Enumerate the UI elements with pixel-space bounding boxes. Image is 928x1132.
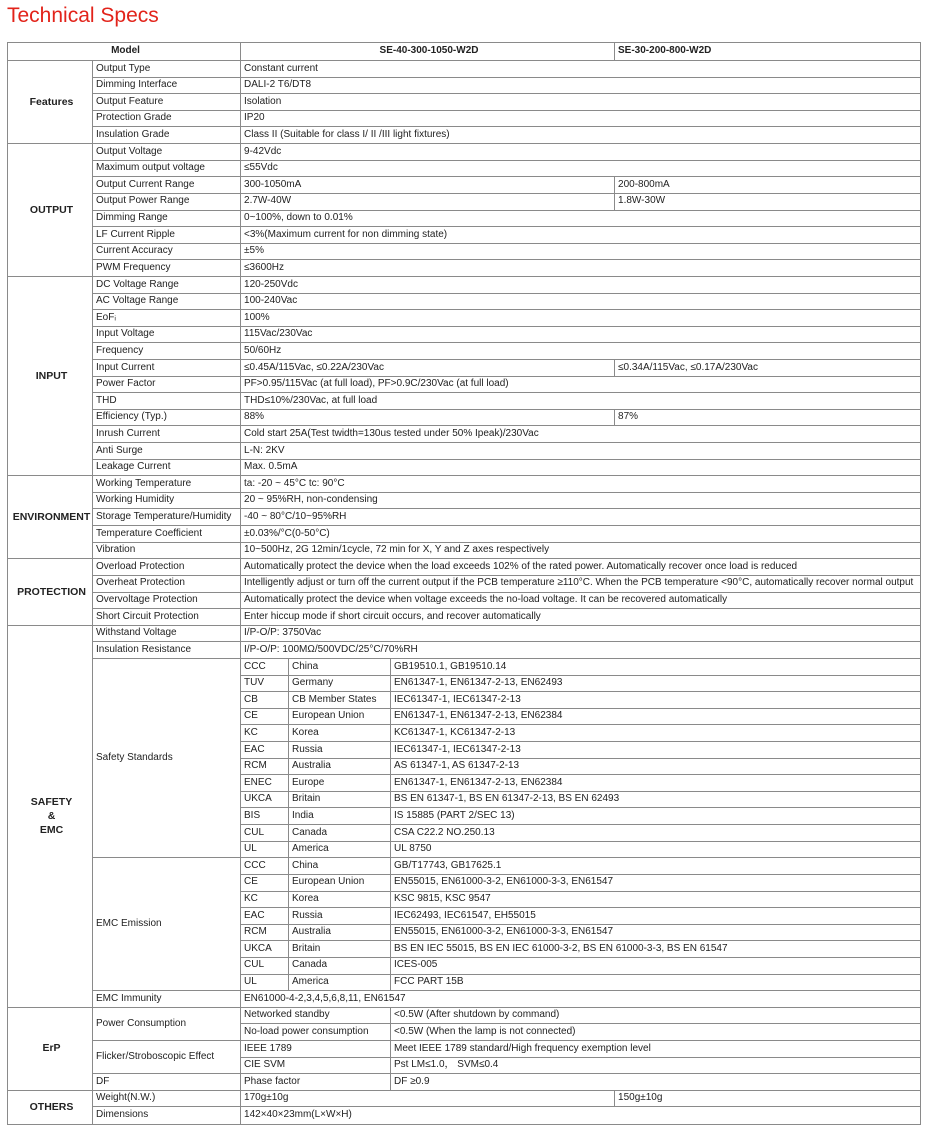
cert-mark: BIS (241, 808, 289, 825)
cert-mark: CE (241, 874, 289, 891)
cert-region: India (289, 808, 391, 825)
spec-value: I/P-O/P: 100MΩ/500VDC/25°C/70%RH (241, 642, 921, 659)
spec-value: 9-42Vdc (241, 144, 921, 161)
cert-mark: EAC (241, 908, 289, 925)
spec-label: Short Circuit Protection (93, 609, 241, 626)
safety-standards-label: Safety Standards (93, 658, 241, 857)
spec-value: 0~100%, down to 0.01% (241, 210, 921, 227)
erp-item: Phase factor (241, 1074, 391, 1091)
cert-region: Russia (289, 742, 391, 759)
cert-region: Russia (289, 908, 391, 925)
spec-label: Output Type (93, 61, 241, 78)
spec-value: <3%(Maximum current for non dimming state) (241, 227, 921, 244)
cert-standard: EN55015, EN61000-3-2, EN61000-3-3, EN61547 (391, 924, 921, 941)
spec-label: EoFᵢ (93, 310, 241, 327)
spec-value-model-b: ≤0.34A/115Vac, ≤0.17A/230Vac (615, 360, 921, 377)
section-label-line: SAFETY (30, 796, 73, 808)
cert-standard: EN61347-1, EN61347-2-13, EN62384 (391, 708, 921, 725)
cert-mark: TUV (241, 675, 289, 692)
spec-value: EN61000-4-2,3,4,5,6,8,11, EN61547 (241, 991, 921, 1008)
spec-label: Output Current Range (93, 177, 241, 194)
spec-value-model-a: 170g±10g (241, 1090, 615, 1107)
spec-label: EMC Immunity (93, 991, 241, 1008)
spec-label: Output Voltage (93, 144, 241, 161)
spec-value: -40 ~ 80°C/10~95%RH (241, 509, 921, 526)
erp-item: CIE SVM (241, 1057, 391, 1074)
spec-label: Anti Surge (93, 443, 241, 460)
cert-region: Britain (289, 791, 391, 808)
spec-value-model-a: 300-1050mA (241, 177, 615, 194)
features-section-label: Features (8, 61, 93, 144)
spec-label: Temperature Coefficient (93, 526, 241, 543)
spec-value: 20 ~ 95%RH, non-condensing (241, 492, 921, 509)
spec-value: Automatically protect the device when the load exceeds 102% of the rated power. Automatically recover once load is reduced (241, 559, 921, 576)
cert-standard: KC61347-1, KC61347-2-13 (391, 725, 921, 742)
cert-mark: UL (241, 974, 289, 991)
spec-value: Constant current (241, 61, 921, 78)
cert-region: Canada (289, 957, 391, 974)
cert-region: China (289, 658, 391, 675)
cert-mark: ENEC (241, 775, 289, 792)
spec-value: IP20 (241, 110, 921, 127)
cert-region: Canada (289, 825, 391, 842)
spec-value: 100% (241, 310, 921, 327)
flicker-label: Flicker/Stroboscopic Effect (93, 1040, 241, 1073)
spec-value: Intelligently adjust or turn off the current output if the PCB temperature ≥110°C. When the PCB temperature <90°C, automatically recover normal output (241, 575, 921, 592)
spec-value: 115Vac/230Vac (241, 326, 921, 343)
erp-item: Networked standby (241, 1007, 391, 1024)
spec-label: Leakage Current (93, 459, 241, 476)
cert-mark: CB (241, 692, 289, 709)
erp-value: Meet IEEE 1789 standard/High frequency exemption level (391, 1040, 921, 1057)
cert-region: Korea (289, 725, 391, 742)
cert-standard: CSA C22.2 NO.250.13 (391, 825, 921, 842)
cert-mark: CUL (241, 825, 289, 842)
spec-label: PWM Frequency (93, 260, 241, 277)
cert-standard: EN61347-1, EN61347-2-13, EN62493 (391, 675, 921, 692)
spec-label: Maximum output voltage (93, 160, 241, 177)
spec-label: Insulation Resistance (93, 642, 241, 659)
spec-value-model-a: 88% (241, 409, 615, 426)
input-section-label: INPUT (8, 276, 93, 475)
cert-mark: RCM (241, 924, 289, 941)
cert-standard: FCC PART 15B (391, 974, 921, 991)
cert-mark: RCM (241, 758, 289, 775)
model-a-header: SE-40-300-1050-W2D (241, 43, 615, 61)
erp-value: <0.5W (After shutdown by command) (391, 1007, 921, 1024)
cert-region: Korea (289, 891, 391, 908)
cert-region: Europe (289, 775, 391, 792)
cert-mark: KC (241, 891, 289, 908)
cert-mark: CE (241, 708, 289, 725)
cert-region: CB Member States (289, 692, 391, 709)
cert-standard: IEC62493, IEC61547, EH55015 (391, 908, 921, 925)
cert-mark: UKCA (241, 941, 289, 958)
spec-label: Current Accuracy (93, 243, 241, 260)
spec-label: Output Power Range (93, 193, 241, 210)
spec-value-model-b: 200-800mA (615, 177, 921, 194)
cert-standard: IEC61347-1, IEC61347-2-13 (391, 692, 921, 709)
cert-standard: BS EN IEC 55015, BS EN IEC 61000-3-2, BS EN 61000-3-3, BS EN 61547 (391, 941, 921, 958)
cert-region: Australia (289, 758, 391, 775)
spec-value-model-a: 2.7W-40W (241, 193, 615, 210)
cert-standard: GB/T17743, GB17625.1 (391, 858, 921, 875)
cert-standard: GB19510.1, GB19510.14 (391, 658, 921, 675)
spec-label: Protection Grade (93, 110, 241, 127)
spec-value-model-b: 87% (615, 409, 921, 426)
spec-value: DALI-2 T6/DT8 (241, 77, 921, 94)
spec-value: 100-240Vac (241, 293, 921, 310)
spec-label: Efficiency (Typ.) (93, 409, 241, 426)
cert-mark: UKCA (241, 791, 289, 808)
spec-value: Isolation (241, 94, 921, 111)
cert-mark: CUL (241, 957, 289, 974)
erp-item: IEEE 1789 (241, 1040, 391, 1057)
cert-mark: KC (241, 725, 289, 742)
spec-value: 50/60Hz (241, 343, 921, 360)
model-b-header: SE-30-200-800-W2D (615, 43, 921, 61)
cert-region: America (289, 841, 391, 858)
output-section-label: OUTPUT (8, 144, 93, 277)
cert-standard: EN55015, EN61000-3-2, EN61000-3-3, EN61547 (391, 874, 921, 891)
erp-section-label: ErP (8, 1007, 93, 1090)
spec-value-model-a: ≤0.45A/115Vac, ≤0.22A/230Vac (241, 360, 615, 377)
cert-mark: UL (241, 841, 289, 858)
spec-value: ±5% (241, 243, 921, 260)
page-title: Technical Specs (7, 4, 159, 27)
spec-label: Input Voltage (93, 326, 241, 343)
emc-emission-label: EMC Emission (93, 858, 241, 991)
erp-item: No-load power consumption (241, 1024, 391, 1041)
others-section-label: OTHERS (8, 1090, 93, 1124)
spec-value-model-b: 150g±10g (615, 1090, 921, 1107)
spec-value: ±0.03%/°C(0-50°C) (241, 526, 921, 543)
cert-standard: UL 8750 (391, 841, 921, 858)
spec-value: L-N: 2KV (241, 443, 921, 460)
spec-value: Automatically protect the device when voltage exceeds the no-load voltage. It can be recovered automatically (241, 592, 921, 609)
spec-value: Enter hiccup mode if short circuit occurs, and recover automatically (241, 609, 921, 626)
cert-standard: AS 61347-1, AS 61347-2-13 (391, 758, 921, 775)
spec-label: Overload Protection (93, 559, 241, 576)
protection-section-label: PROTECTION (8, 559, 93, 625)
spec-label: THD (93, 393, 241, 410)
spec-label: Output Feature (93, 94, 241, 111)
spec-label: Frequency (93, 343, 241, 360)
spec-label: Dimming Interface (93, 77, 241, 94)
spec-label: Overvoltage Protection (93, 592, 241, 609)
spec-label: DC Voltage Range (93, 276, 241, 293)
spec-label: Dimensions (93, 1107, 241, 1125)
cert-region: European Union (289, 708, 391, 725)
erp-value: DF ≥0.9 (391, 1074, 921, 1091)
spec-label: Input Current (93, 360, 241, 377)
cert-mark: CCC (241, 858, 289, 875)
spec-value: THD≤10%/230Vac, at full load (241, 393, 921, 410)
spec-label: Working Temperature (93, 476, 241, 493)
section-label-line: & (47, 810, 56, 823)
cert-region: China (289, 858, 391, 875)
cert-standard: BS EN 61347-1, BS EN 61347-2-13, BS EN 62493 (391, 791, 921, 808)
spec-value: Max. 0.5mA (241, 459, 921, 476)
model-header: Model (8, 43, 241, 61)
spec-value: Cold start 25A(Test twidth=130us tested under 50% Ipeak)/230Vac (241, 426, 921, 443)
spec-table (7, 42, 921, 1125)
environment-section-label: ENVIRONMENT (8, 476, 93, 559)
spec-value: 10~500Hz, 2G 12min/1cycle, 72 min for X, Y and Z axes respectively (241, 542, 921, 559)
spec-label: Weight(N.W.) (93, 1090, 241, 1107)
spec-label: Power Factor (93, 376, 241, 393)
cert-standard: IEC61347-1, IEC61347-2-13 (391, 742, 921, 759)
erp-value: Pst LM≤1.0， SVM≤0.4 (391, 1057, 921, 1074)
spec-label: AC Voltage Range (93, 293, 241, 310)
cert-region: Britain (289, 941, 391, 958)
spec-label: DF (93, 1074, 241, 1091)
spec-value: 142×40×23mm(L×W×H) (241, 1107, 921, 1125)
safety-emc-section-label (8, 625, 93, 1007)
section-label-line: EMC (39, 824, 64, 837)
spec-label: Withstand Voltage (93, 625, 241, 642)
spec-value: ≤3600Hz (241, 260, 921, 277)
spec-value: Class II (Suitable for class I/ II /III light fixtures) (241, 127, 921, 144)
cert-standard: EN61347-1, EN61347-2-13, EN62384 (391, 775, 921, 792)
spec-label: Insulation Grade (93, 127, 241, 144)
spec-value: 120-250Vdc (241, 276, 921, 293)
spec-label: Working Humidity (93, 492, 241, 509)
spec-value: ta: -20 ~ 45°C tc: 90°C (241, 476, 921, 493)
spec-label: Inrush Current (93, 426, 241, 443)
spec-value: ≤55Vdc (241, 160, 921, 177)
cert-standard: KSC 9815, KSC 9547 (391, 891, 921, 908)
power-consumption-label: Power Consumption (93, 1007, 241, 1040)
cert-mark: CCC (241, 658, 289, 675)
cert-region: European Union (289, 874, 391, 891)
cert-mark: EAC (241, 742, 289, 759)
spec-label: Dimming Range (93, 210, 241, 227)
spec-label: Storage Temperature/Humidity (93, 509, 241, 526)
cert-standard: ICES-005 (391, 957, 921, 974)
cert-region: Australia (289, 924, 391, 941)
spec-value: I/P-O/P: 3750Vac (241, 625, 921, 642)
spec-label: LF Current Ripple (93, 227, 241, 244)
spec-label: Vibration (93, 542, 241, 559)
cert-region: America (289, 974, 391, 991)
spec-label: Overheat Protection (93, 575, 241, 592)
erp-value: <0.5W (When the lamp is not connected) (391, 1024, 921, 1041)
spec-value-model-b: 1.8W-30W (615, 193, 921, 210)
spec-value: PF>0.95/115Vac (at full load), PF>0.9C/230Vac (at full load) (241, 376, 921, 393)
cert-standard: IS 15885 (PART 2/SEC 13) (391, 808, 921, 825)
cert-region: Germany (289, 675, 391, 692)
